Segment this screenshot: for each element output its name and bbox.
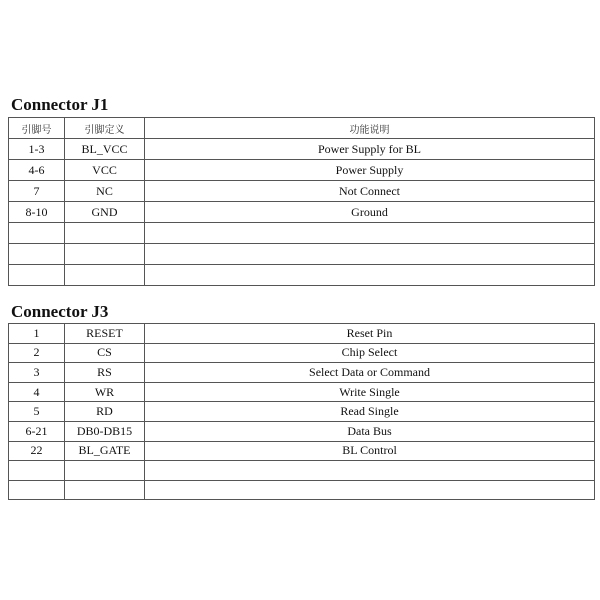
pin-number-cell: 1-3	[9, 139, 65, 160]
table-row	[9, 421, 595, 441]
table-row	[9, 181, 595, 202]
pin-number-cell	[9, 244, 65, 265]
pin-number-cell: 2	[9, 343, 65, 363]
table-row	[9, 139, 595, 160]
function-description-cell: Chip Select	[145, 343, 595, 363]
function-description-cell: Read Single	[145, 402, 595, 422]
function-description-cell: Not Connect	[145, 181, 595, 202]
header-pin-definition: 引脚定义	[65, 118, 145, 139]
table-row	[9, 202, 595, 223]
pin-number-cell: 6-21	[9, 421, 65, 441]
table-header-row	[9, 118, 595, 139]
table-row	[9, 480, 595, 500]
pin-definition-cell	[65, 244, 145, 265]
connector-j3-table	[8, 323, 595, 500]
pin-number-cell: 4-6	[9, 160, 65, 181]
table-row	[9, 265, 595, 286]
table-row	[9, 402, 595, 422]
pin-number-cell	[9, 265, 65, 286]
pin-number-cell: 5	[9, 402, 65, 422]
pin-number-cell	[9, 480, 65, 500]
pin-definition-cell: RESET	[65, 324, 145, 344]
function-description-cell	[145, 461, 595, 481]
function-description-cell: Select Data or Command	[145, 363, 595, 383]
pin-number-cell: 4	[9, 382, 65, 402]
pin-definition-cell	[65, 480, 145, 500]
pin-number-cell	[9, 223, 65, 244]
header-pin-number: 引脚号	[9, 118, 65, 139]
function-description-cell: Reset Pin	[145, 324, 595, 344]
pin-number-cell: 1	[9, 324, 65, 344]
pin-definition-cell	[65, 223, 145, 244]
pin-definition-cell: BL_GATE	[65, 441, 145, 461]
table-row	[9, 343, 595, 363]
pin-definition-cell	[65, 461, 145, 481]
pin-number-cell: 7	[9, 181, 65, 202]
table-row	[9, 223, 595, 244]
pin-definition-cell: WR	[65, 382, 145, 402]
connector-j1-table	[8, 117, 595, 286]
connector-j3-table-body	[9, 324, 595, 500]
function-description-cell: Power Supply	[145, 160, 595, 181]
pin-number-cell: 8-10	[9, 202, 65, 223]
function-description-cell: BL Control	[145, 441, 595, 461]
table-row	[9, 324, 595, 344]
table-row	[9, 441, 595, 461]
pin-definition-cell: BL_VCC	[65, 139, 145, 160]
function-description-cell: Power Supply for BL	[145, 139, 595, 160]
pin-definition-cell: VCC	[65, 160, 145, 181]
function-description-cell	[145, 480, 595, 500]
pin-definition-cell: NC	[65, 181, 145, 202]
function-description-cell: Data Bus	[145, 421, 595, 441]
pin-number-cell	[9, 461, 65, 481]
connector-j1-table-body	[9, 118, 595, 286]
table-row	[9, 382, 595, 402]
table-row	[9, 363, 595, 383]
pin-definition-cell: DB0-DB15	[65, 421, 145, 441]
table-row	[9, 160, 595, 181]
pin-definition-cell: GND	[65, 202, 145, 223]
function-description-cell	[145, 223, 595, 244]
connector-j3-title: Connector J3	[11, 302, 109, 321]
pin-definition-cell	[65, 265, 145, 286]
table-row	[9, 244, 595, 265]
function-description-cell	[145, 265, 595, 286]
connector-j1-title: Connector J1	[11, 95, 109, 114]
function-description-cell: Write Single	[145, 382, 595, 402]
pin-definition-cell: CS	[65, 343, 145, 363]
header-function-description: 功能说明	[145, 118, 595, 139]
pin-number-cell: 3	[9, 363, 65, 383]
table-row	[9, 461, 595, 481]
pin-definition-cell: RD	[65, 402, 145, 422]
function-description-cell	[145, 244, 595, 265]
pin-definition-cell: RS	[65, 363, 145, 383]
function-description-cell: Ground	[145, 202, 595, 223]
pin-number-cell: 22	[9, 441, 65, 461]
